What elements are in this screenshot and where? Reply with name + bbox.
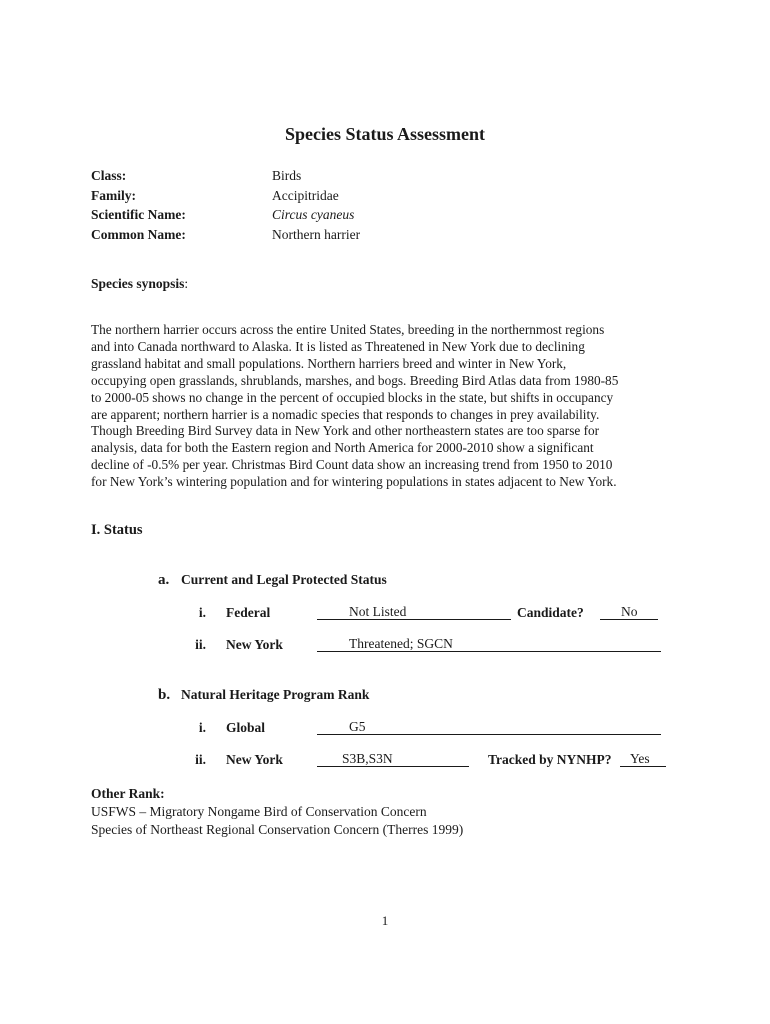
- meta-row-scientific-name: [91, 205, 360, 225]
- synopsis-heading-colon: :: [184, 276, 189, 291]
- status-heading: I. Status: [91, 522, 143, 538]
- synopsis-line: occupying open grasslands, shrublands, marshes, and bogs. Breeding Bird Atlas data from 1980-85: [91, 372, 619, 388]
- page-title: Species Status Assessment: [284, 124, 485, 144]
- synopsis-heading-text: Species synopsis: [91, 276, 185, 291]
- meta-row-family: [91, 186, 360, 206]
- row-label: Global: [226, 720, 266, 735]
- meta-label: Family:: [91, 187, 136, 203]
- roman-numeral: i.: [198, 720, 206, 735]
- page-number: 1: [381, 913, 389, 928]
- synopsis-line: Though Breeding Bird Survey data in New York and other northeastern states are too sparse for: [91, 423, 600, 439]
- other-rank-line: Species of Northeast Regional Conservation Concern (Therres 1999): [91, 822, 464, 837]
- synopsis-line: grassland habitat and small populations. Northern harriers breed and winter in New York,: [91, 355, 567, 371]
- tracked-label: Tracked by NYNHP?: [488, 752, 612, 767]
- row-label: New York: [226, 752, 283, 767]
- other-rank: [91, 785, 463, 839]
- meta-value: Circus cyaneus: [272, 207, 355, 222]
- federal-status-field: Not Listed: [317, 603, 511, 620]
- candidate-field: No: [600, 603, 658, 620]
- synopsis-heading: [91, 276, 188, 292]
- tracked-field: Yes: [620, 750, 666, 767]
- row-label: New York: [226, 637, 283, 652]
- synopsis-line: and into Canada northward to Alaska. It is listed as Threatened in New York due to declining: [91, 338, 585, 354]
- synopsis-line: The northern harrier occurs across the entire United States, breeding in the northernmost regions: [91, 322, 605, 337]
- meta-row-class: [91, 166, 360, 186]
- section-title: Natural Heritage Program Rank: [181, 687, 370, 702]
- synopsis-line: analysis, data for both the Eastern region and North America for 2000-2010 show a significant: [91, 440, 594, 456]
- section-letter: a.: [158, 572, 170, 588]
- roman-numeral: i.: [198, 605, 206, 620]
- section-letter: b.: [158, 687, 171, 703]
- candidate-label: Candidate?: [517, 605, 584, 620]
- meta-label: Scientific Name:: [91, 207, 186, 222]
- meta-value: Birds: [272, 168, 302, 183]
- heritage-rank-heading: [158, 687, 369, 704]
- row-label: Federal: [226, 605, 271, 620]
- roman-numeral: ii.: [195, 752, 206, 767]
- global-rank-field: G5: [317, 718, 661, 735]
- other-rank-heading: Other Rank:: [91, 786, 165, 801]
- section-title: Current and Legal Protected Status: [181, 572, 387, 587]
- meta-label: Common Name:: [91, 226, 186, 242]
- new-york-rank-field: S3B,S3N: [317, 750, 469, 767]
- meta-value: Accipitridae: [272, 187, 339, 203]
- synopsis-line: to 2000-05 shows no change in the percent of occupied blocks in the state, but shifts in occupancy: [91, 389, 614, 405]
- synopsis-line: for New York’s wintering population and for wintering populations in states adjacent to New York.: [91, 474, 617, 490]
- meta-value: Northern harrier: [272, 226, 361, 242]
- legal-status-heading: [158, 572, 387, 589]
- new-york-status-field: Threatened; SGCN: [317, 635, 661, 652]
- meta-row-common-name: [91, 225, 360, 245]
- synopsis-line: decline of -0.5% per year. Christmas Bird Count data show an increasing trend from 1950 to 2010: [91, 457, 613, 473]
- synopsis-paragraph: [91, 322, 681, 491]
- synopsis-line: are apparent; northern harrier is a nomadic species that responds to changes in prey availability.: [91, 406, 600, 422]
- roman-numeral: ii.: [195, 637, 206, 652]
- meta-label: Class:: [91, 168, 127, 183]
- other-rank-line: USFWS – Migratory Nongame Bird of Conservation Concern: [91, 804, 427, 819]
- species-meta: [91, 166, 360, 244]
